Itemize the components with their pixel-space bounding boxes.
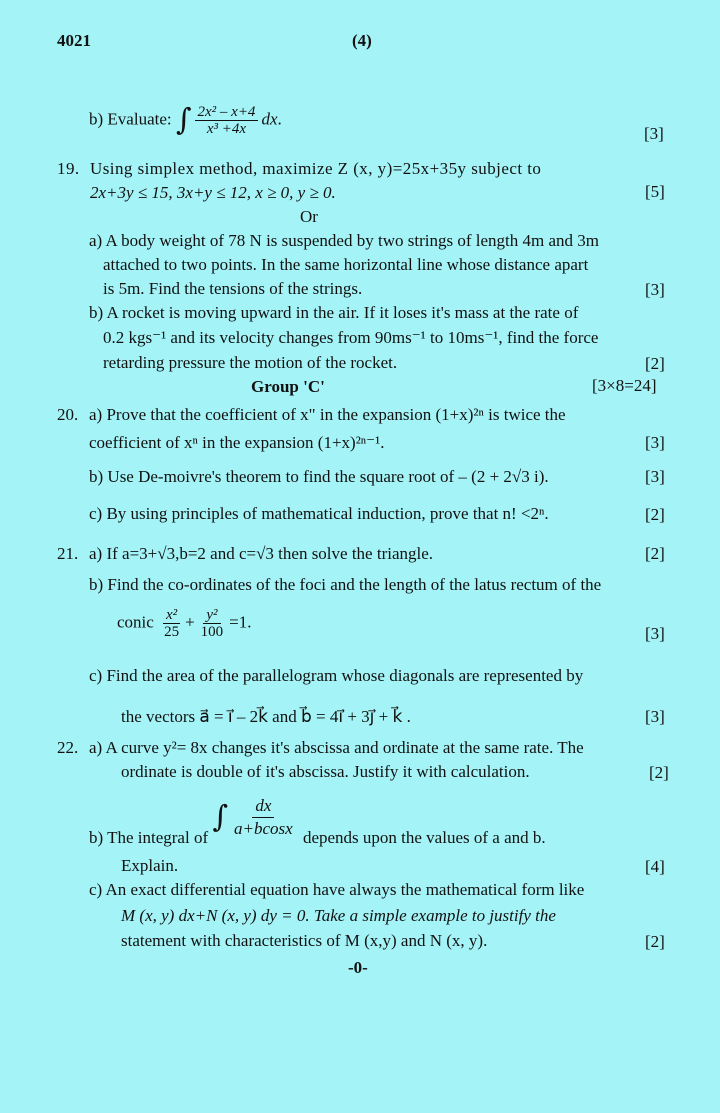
q18b-period: . <box>277 109 282 129</box>
q22a-line1: a) A curve y²= 8x changes it's abscissa and ordinate at the same rate. The <box>89 738 584 757</box>
q21c-line1: c) Find the area of the parallelogram whose diagonals are represented by <box>89 666 584 685</box>
q19a-marks: [3] <box>645 280 665 299</box>
q20b-marks: [3] <box>645 467 665 486</box>
q20a-line2: coefficient of xⁿ in the expansion (1+x)²ⁿ⁻¹. <box>89 433 385 452</box>
q21b-marks: [3] <box>645 624 665 643</box>
q19-number: 19. <box>57 159 80 178</box>
q21b-fraction-x <box>161 607 182 640</box>
q22c-line2: M (x, y) dx+N (x, y) dy = 0. Take a simple example to justify the <box>121 906 556 925</box>
q19b-marks: [2] <box>645 354 665 373</box>
q21b-fraction-y-den: 100 <box>200 624 224 640</box>
q19a-line3: is 5m. Find the tensions of the strings. <box>103 279 363 298</box>
q22c-marks: [2] <box>645 932 665 951</box>
paper-code: 4021 <box>57 31 91 50</box>
q22a-marks: [2] <box>649 763 669 782</box>
q19b-line3: retarding pressure the motion of the rocket. <box>103 353 398 372</box>
q22b-denominator: a+bcosx <box>234 819 293 838</box>
q19-line2: 2x+3y ≤ 15, 3x+y ≤ 12, x ≥ 0, y ≥ 0. <box>90 183 336 202</box>
q19b-line2: 0.2 kgs⁻¹ and its velocity changes from 90ms⁻¹ to 10ms⁻¹, find the force <box>103 328 599 347</box>
q22b-label: b) The integral of <box>89 828 209 848</box>
q18b-numerator: 2x² – x+4 <box>195 104 259 121</box>
q18b-fraction <box>195 104 259 137</box>
q21-number: 21. <box>57 544 79 563</box>
q19a-line2: attached to two points. In the same horizontal line whose distance apart <box>103 255 589 274</box>
q22c-line1: c) An exact differential equation have always the mathematical form like <box>89 880 585 899</box>
q21b-fraction-y-num: y² <box>203 607 220 624</box>
q20c-line: c) By using principles of mathematical induction, prove that n! <2ⁿ. <box>89 504 549 523</box>
group-c-marks: [3×8=24] <box>592 376 657 395</box>
q20-number: 20. <box>57 405 79 424</box>
q22b-tail: depends upon the values of a and b. <box>302 828 546 848</box>
q18b-question <box>89 104 282 137</box>
integral-icon: ∫ <box>212 799 229 835</box>
q21a-line: a) If a=3+√3,b=2 and c=√3 then solve the triangle. <box>89 544 434 563</box>
q21b-conic-label: conic <box>117 612 154 632</box>
q22b-line1 <box>89 795 546 848</box>
q19a-line1: a) A body weight of 78 N is suspended by two strings of length 4m and 3m <box>89 231 599 250</box>
group-c-title: Group 'C' <box>251 377 325 396</box>
q21b-plus: + <box>185 612 195 632</box>
q18b-dx: dx <box>261 109 278 129</box>
q22b-numerator: dx <box>252 795 274 818</box>
or-divider: Or <box>300 207 318 226</box>
q22b-marks: [4] <box>645 857 665 876</box>
q20a-marks: [3] <box>645 433 665 452</box>
end-marker: -0- <box>348 958 368 977</box>
q18b-denominator: x³ +4x <box>206 121 247 137</box>
q19-line1: Using simplex method, maximize Z (x, y)=25x+35y subject to <box>90 159 542 178</box>
q21c-marks: [3] <box>645 707 665 726</box>
q19b-line1: b) A rocket is moving upward in the air. If it loses it's mass at the rate of <box>89 303 579 322</box>
integral-icon: ∫ <box>175 102 192 138</box>
q21b-fraction-y <box>198 607 227 640</box>
q21b-equals: =1. <box>229 612 252 632</box>
q21b-conic <box>117 607 252 640</box>
q22-number: 22. <box>57 738 79 757</box>
q18b-label: b) Evaluate: <box>89 109 172 129</box>
q22b-fraction <box>231 795 296 840</box>
q20c-marks: [2] <box>645 505 665 524</box>
q19-marks: [5] <box>645 182 665 201</box>
q21b-fraction-x-den: 25 <box>164 624 180 640</box>
q21b-line1: b) Find the co-ordinates of the foci and the length of the latus rectum of the <box>89 575 602 594</box>
q20a-line1: a) Prove that the coefficient of x" in the expansion (1+x)²ⁿ is twice the <box>89 405 566 424</box>
q21a-marks: [2] <box>645 544 665 563</box>
q22c-line3: statement with characteristics of M (x,y) and N (x, y). <box>121 931 488 950</box>
q21c-line2: the vectors a⃗ = i⃗ – 2k⃗ and b⃗ = 4i⃗ + 3j⃗ + k⃗ . <box>121 707 411 726</box>
q18b-marks: [3] <box>644 124 664 143</box>
q20b-line: b) Use De-moivre's theorem to find the square root of – (2 + 2√3 i). <box>89 467 549 486</box>
q21b-fraction-x-num: x² <box>163 607 180 624</box>
page-number: (4) <box>352 31 372 50</box>
q22a-line2: ordinate is double of it's abscissa. Justify it with calculation. <box>121 762 530 781</box>
q22b-line2: Explain. <box>121 856 179 875</box>
